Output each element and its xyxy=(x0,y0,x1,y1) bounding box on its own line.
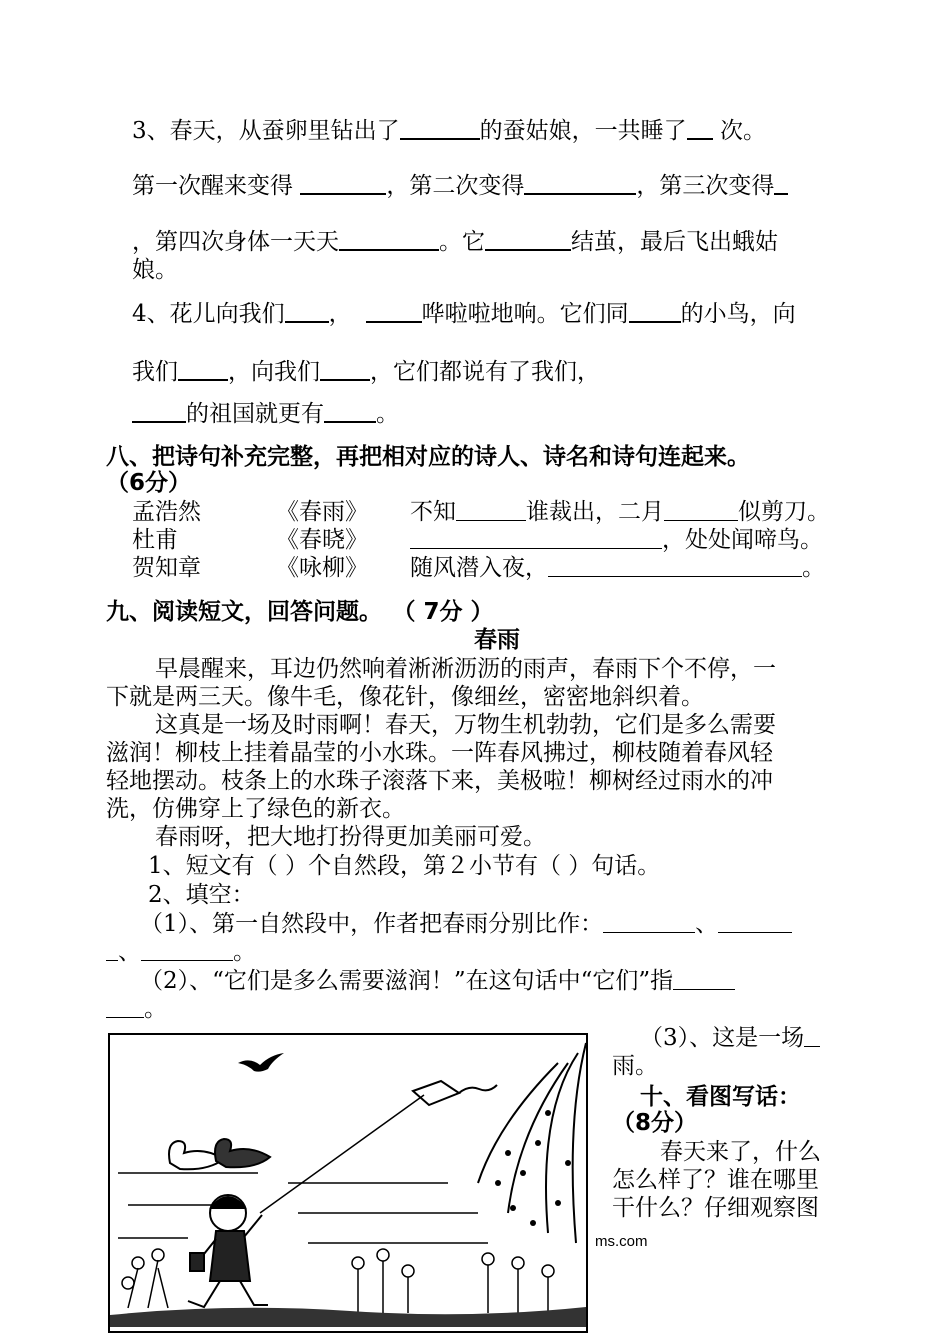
q3-blank-2[interactable] xyxy=(687,116,713,140)
poet-3[interactable]: 贺知章 xyxy=(132,555,201,581)
q4-blank-7[interactable] xyxy=(324,399,376,423)
section10-text-l2: 怎么样了？谁在哪里 xyxy=(612,1167,819,1193)
q3-blank-4[interactable] xyxy=(524,171,636,195)
q4-blank-2[interactable] xyxy=(366,299,422,323)
verse1-blank-2[interactable] xyxy=(664,498,738,521)
q9-1: 1、短文有（ ）个自然段，第２小节有（ ）句话。 xyxy=(148,853,661,879)
verse-text: 谁裁出，二月 xyxy=(526,499,664,525)
q9-text: （1）、第一自然段中，作者把春雨分别比作： xyxy=(140,911,604,937)
verse2-blank[interactable] xyxy=(410,526,662,549)
q9-2-1 xyxy=(140,910,792,938)
passage-p2-l3: 轻地摆动。枝条上的水珠子滚落下来，美极啦！柳树经过雨水的冲 xyxy=(106,768,773,794)
q3-text: ，第二次变得 xyxy=(386,173,525,199)
q4-line3 xyxy=(132,399,399,428)
verse1-blank-1[interactable] xyxy=(456,498,526,521)
q9-2-1-blank-1[interactable] xyxy=(603,910,695,933)
q9-2-3 xyxy=(640,1024,820,1052)
spring-illustration xyxy=(108,1033,588,1333)
q9-2-2-cont xyxy=(106,995,167,1023)
q3-line2 xyxy=(132,171,788,200)
q4-blank-6[interactable] xyxy=(132,399,186,423)
q4-line1 xyxy=(132,299,796,328)
q9-2-1-blank-2[interactable] xyxy=(718,910,792,933)
passage-p2-l2: 滋润！柳枝上挂着晶莹的小水珠。一阵春风拂过，柳枝随着春风轻 xyxy=(106,740,773,766)
q3-blank-1[interactable] xyxy=(400,116,480,140)
section10-title: 十、看图写话： xyxy=(640,1084,801,1110)
q3-text: 。它 xyxy=(439,229,485,255)
section8-title: 八、把诗句补充完整，再把相对应的诗人、诗名和诗句连起来。 xyxy=(106,444,750,470)
verse-2[interactable] xyxy=(410,526,823,554)
q9-2-3-blank[interactable] xyxy=(804,1024,820,1047)
verse-text: 。 xyxy=(802,555,825,581)
q4-line2 xyxy=(132,357,600,386)
q9-2-2-blank-2[interactable] xyxy=(106,995,144,1018)
q4-text: ，向我们 xyxy=(228,359,320,385)
verse-text: 不知 xyxy=(410,499,456,525)
passage-p2-l1: 这真是一场及时雨啊！春天，万物生机勃勃，它们是多么需要 xyxy=(155,712,776,738)
verse-text: ，处处闻啼鸟。 xyxy=(662,527,823,553)
verse3-blank[interactable] xyxy=(548,554,802,577)
passage-title: 春雨 xyxy=(474,627,520,653)
q9-2-3-cont: 雨。 xyxy=(612,1053,658,1079)
q3-blank-3[interactable] xyxy=(300,171,386,195)
q3-line3 xyxy=(132,227,778,256)
poem-3[interactable]: 《咏柳》 xyxy=(276,555,368,581)
q9-text: （2）、“它们是多么需要滋润！”在这句话中“它们”指 xyxy=(140,968,674,994)
passage-p3: 春雨呀，把大地打扮得更加美丽可爱。 xyxy=(155,824,546,850)
poet-1[interactable]: 孟浩然 xyxy=(132,499,201,525)
q9-text: 。 xyxy=(144,996,167,1022)
q9-2: 2、填空： xyxy=(148,882,255,908)
q9-2-1-cont xyxy=(106,938,256,966)
q9-2-2 xyxy=(140,967,735,995)
poem-1[interactable]: 《春雨》 xyxy=(276,499,368,525)
q9-text: （3）、这是一场 xyxy=(640,1025,805,1051)
q3-line4: 娘。 xyxy=(132,257,178,283)
poem-2[interactable]: 《春晓》 xyxy=(276,527,368,553)
q3-text: ，第四次身体一天天 xyxy=(132,229,339,255)
section9-score: （ 7分 ） xyxy=(404,599,494,625)
q3-blank-5[interactable] xyxy=(774,171,788,195)
q3-text: 3、春天，从蚕卵里钻出了 xyxy=(132,118,400,144)
section9-title xyxy=(106,598,494,626)
verse-1[interactable] xyxy=(410,498,830,526)
verse-text: 似剪刀。 xyxy=(738,499,830,525)
verse-3[interactable] xyxy=(410,554,825,582)
q3-text: 第一次醒来变得 xyxy=(132,173,301,199)
poet-2[interactable]: 杜甫 xyxy=(132,527,178,553)
q4-blank-4[interactable] xyxy=(178,357,228,381)
passage-p1-l2: 下就是两三天。像牛毛，像花针，像细丝，密密地斜织着。 xyxy=(106,684,704,710)
q3-blank-6[interactable] xyxy=(339,227,439,251)
section10-text-l1: 春天来了，什么 xyxy=(660,1139,821,1165)
q9-text: 、 xyxy=(118,939,141,965)
q4-text: 我们 xyxy=(132,359,178,385)
section9-title-text: 九、阅读短文，回答问题。 xyxy=(106,599,382,625)
q9-2-1-blank-4[interactable] xyxy=(141,938,233,961)
q4-text: 的小鸟，向 xyxy=(680,301,796,327)
q9-text: 、 xyxy=(695,911,719,937)
q4-text: 。 xyxy=(376,401,399,427)
q9-2-2-blank-1[interactable] xyxy=(673,967,735,990)
q3-blank-7[interactable] xyxy=(485,227,571,251)
verse-text: 随风潜入夜， xyxy=(410,555,548,581)
section8-score: （6分） xyxy=(106,470,192,496)
q4-text: ，它们都说有了我们， xyxy=(370,359,600,385)
q3-text: 结茧，最后飞出蛾姑 xyxy=(571,229,778,255)
q3-text: ，第三次变得 xyxy=(636,173,775,199)
section10-score: （8分） xyxy=(612,1110,698,1136)
q4-text: 哗啦啦地响。它们同 xyxy=(421,301,629,327)
passage-p1-l1: 早晨醒来，耳边仍然响着淅淅沥沥的雨声，春雨下个不停，一 xyxy=(155,656,776,682)
q4-blank-5[interactable] xyxy=(320,357,370,381)
q4-text: ， xyxy=(328,301,352,327)
q4-text: 的祖国就更有 xyxy=(186,401,324,427)
section10-text-l3: 干什么？仔细观察图 xyxy=(612,1195,819,1221)
q3-text: 的蚕姑娘，一共睡了 xyxy=(479,118,687,144)
q9-text: 。 xyxy=(233,939,256,965)
q9-2-1-blank-3[interactable] xyxy=(106,938,118,961)
q4-blank-1[interactable] xyxy=(285,299,329,323)
q4-blank-3[interactable] xyxy=(629,299,681,323)
q3-line1 xyxy=(132,116,766,145)
q3-text: 次。 xyxy=(712,118,766,144)
q4-text: 4、花儿向我们 xyxy=(132,301,285,327)
watermark: ms.com xyxy=(595,1233,648,1250)
passage-p2-l4: 洗，仿佛穿上了绿色的新衣。 xyxy=(106,796,405,822)
